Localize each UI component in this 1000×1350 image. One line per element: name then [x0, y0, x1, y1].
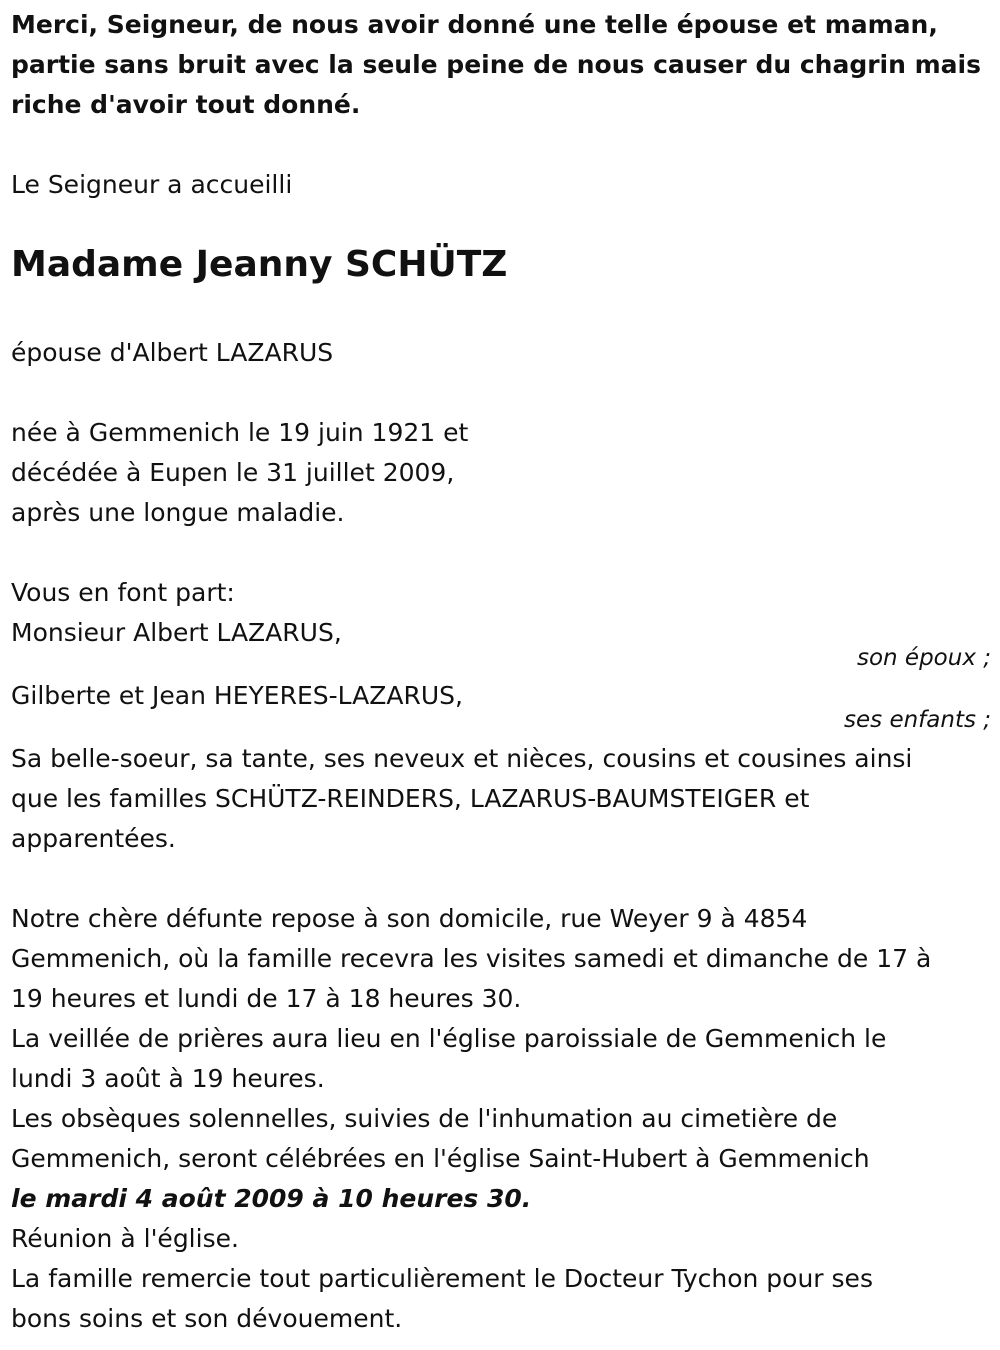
- intro-line: partie sans bruit avec la seule peine de nous causer du chagrin mais: [11, 50, 981, 79]
- funeral-date: le mardi 4 août 2009 à 10 heures 30.: [11, 1184, 532, 1213]
- spouse-line: épouse d'Albert LAZARUS: [11, 338, 334, 367]
- family-line: apparentées.: [11, 824, 176, 853]
- life-line: décédée à Eupen le 31 juillet 2009,: [11, 458, 455, 487]
- announcer-role: ses enfants ;: [844, 707, 991, 733]
- arrangement-line: Notre chère défunte repose à son domicile, rue Weyer 9 à 4854: [11, 904, 808, 933]
- arrangement-line: La veillée de prières aura lieu en l'église paroissiale de Gemmenich le: [11, 1024, 887, 1053]
- arrangement-line: 19 heures et lundi de 17 à 18 heures 30.: [11, 984, 522, 1013]
- welcome-line: Le Seigneur a accueilli: [11, 170, 293, 199]
- intro-line: Merci, Seigneur, de nous avoir donné une telle épouse et maman,: [11, 10, 938, 39]
- closing-line: bons soins et son dévouement.: [11, 1304, 403, 1333]
- deceased-name: Madame Jeanny SCHÜTZ: [11, 244, 508, 285]
- arrangement-line: Gemmenich, où la famille recevra les visites samedi et dimanche de 17 à: [11, 944, 932, 973]
- intro-line: riche d'avoir tout donné.: [11, 90, 361, 119]
- announcers-heading: Vous en font part:: [11, 578, 235, 607]
- closing-line: La famille remercie tout particulièrement le Docteur Tychon pour ses: [11, 1264, 873, 1293]
- family-line: Sa belle-soeur, sa tante, ses neveux et nièces, cousins et cousines ainsi: [11, 744, 913, 773]
- closing-line: Réunion à l'église.: [11, 1224, 239, 1253]
- life-line: née à Gemmenich le 19 juin 1921 et: [11, 418, 469, 447]
- arrangement-line: Gemmenich, seront célébrées en l'église Saint-Hubert à Gemmenich: [11, 1144, 870, 1173]
- announcer-name: Gilberte et Jean HEYERES-LAZARUS,: [11, 681, 463, 710]
- family-line: que les familles SCHÜTZ-REINDERS, LAZARUS-BAUMSTEIGER et: [11, 784, 810, 813]
- announcer-role: son époux ;: [856, 645, 991, 671]
- announcer-name: Monsieur Albert LAZARUS,: [11, 618, 342, 647]
- life-line: après une longue maladie.: [11, 498, 345, 527]
- arrangement-line: Les obsèques solennelles, suivies de l'inhumation au cimetière de: [11, 1104, 838, 1133]
- arrangement-line: lundi 3 août à 19 heures.: [11, 1064, 325, 1093]
